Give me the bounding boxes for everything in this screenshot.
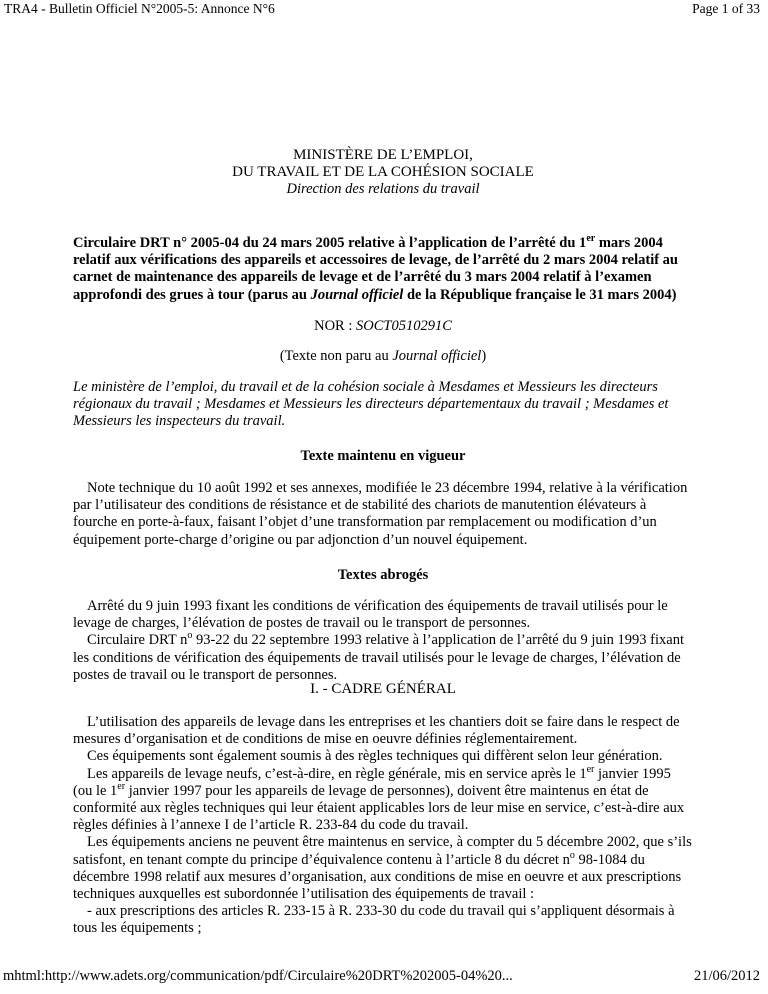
abroge-arrete: Arrêté du 9 juin 1993 fixant les conditions de vérification des équipements de travail utilisés pour le levage de charges, l’élévation de postes de travail ou le transport de personnes. (73, 598, 668, 632)
list-item: - aux prescriptions des articles R. 233-15 à R. 233-30 du code du travail qui s’appliquent désormais à tous les équipements ; (73, 903, 675, 937)
ministry-block (73, 147, 693, 198)
paragraph: Ces équipements sont également soumis à des règles techniques qui diffèrent selon leur génération. (87, 748, 663, 765)
circular-title: Circulaire DRT n° 2005-04 du 24 mars 2005 relative à l’application de l’arrêté du 1er mars 2004 relatif aux vérifications des appareils et accessoires de levage, de l’arrêté du 2 mars 2004 relatif au carnet de maintenance des appareils de levage et de l’arrêté du 3 mars 2004 relatif à l’examen approfondi des grues à tour (parus au Journal officiel de la République française le 31 mars 2004) (73, 233, 678, 303)
texte-maintenu-body: Note technique du 10 août 1992 et ses annexes, modifiée le 23 décembre 1994, relative à la vérification par l’utilisateur des conditions de résistance et de stabilité des chariots de manutention élévateurs à fourche en porte-à-faux, faisant l’objet d’une transformation par remplacement ou modification d’un équipement porte-charge d’origine ou par adjonction d’un nouvel équipement. (73, 480, 688, 548)
paragraph: L’utilisation des appareils de levage dans les entreprises et les chantiers doit se faire dans le respect de mesures d’organisation et de conditions de mise en oeuvre définies réglementairement. (73, 714, 680, 748)
heading-textes-abroges: Textes abrogés (337, 567, 429, 583)
heading-texte-maintenu: Texte maintenu en vigueur (300, 448, 466, 464)
ministry-line-2: DU TRAVAIL ET DE LA COHÉSION SOCIALE (232, 164, 534, 180)
section-heading-cadre-general: I. - CADRE GÉNÉRAL (310, 681, 456, 697)
page-number: Page 1 of 33 (692, 1, 760, 16)
page-footer (3, 968, 760, 985)
footer-url: mhtml:http://www.adets.org/communication/pdf/Circulaire%20DRT%202005-04%20... (3, 968, 513, 984)
nor-reference: NOR : SOCT0510291C (314, 318, 452, 334)
ministry-line-1: MINISTÈRE DE L’EMPLOI, (293, 147, 473, 163)
addressees: Le ministère de l’emploi, du travail et de la cohésion sociale à Mesdames et Messieurs les directeurs régionaux du travail ; Mesdames et Messieurs les directeurs départementaux du travail ; Mesdames et Messieurs les inspecteurs du travail. (73, 379, 669, 430)
footer-date: 21/06/2012 (693, 968, 760, 984)
section-body-cadre-general (73, 714, 693, 938)
ministry-direction: Direction des relations du travail (286, 181, 480, 197)
textes-abroges-body (73, 598, 693, 684)
abroge-circulaire: Circulaire DRT $n^o$ 93-22 du 22 septembre 1993 relative à l’application de l’arrêté du 9 juin 1993 fixant les conditions de vérification des équipements de travail utilisés pour le levage de charges, l’élévation de postes de travail ou le transport de personnes. (73, 630, 684, 683)
paragraph: Les appareils de levage neufs, c’est-à-dire, en règle générale, mis en service après le 1er janvier 1995 (ou le 1er janvier 1997 pour les appareils de levage de personnes), doivent être maintenus en état de conformité aux règles techniques qui leur étaient applicables lors de leur mise en service, c’est-à-dire aux règles définies à l’annexe I de l’article R. 233-84 du code du travail. (73, 763, 685, 834)
non-paru-note: (Texte non paru au Journal officiel) (279, 348, 487, 364)
page-header-title: TRA4 - Bulletin Officiel N°2005-5: Annonce N°6 (4, 1, 275, 16)
paragraph: Les équipements anciens ne peuvent être maintenus en service, à compter du 5 décembre 2002, que s’ils satisfont, en tenant compte du principe d’équivalence contenu à l’article 8 du décret $n^o$ 98-1084 du décembre 1998 relatif aux mesures d’organisation, aux conditions de mise en oeuvre et aux prescriptions techniques auxquelles est subordonnée l’utilisation des équipements de travail : (73, 834, 692, 903)
